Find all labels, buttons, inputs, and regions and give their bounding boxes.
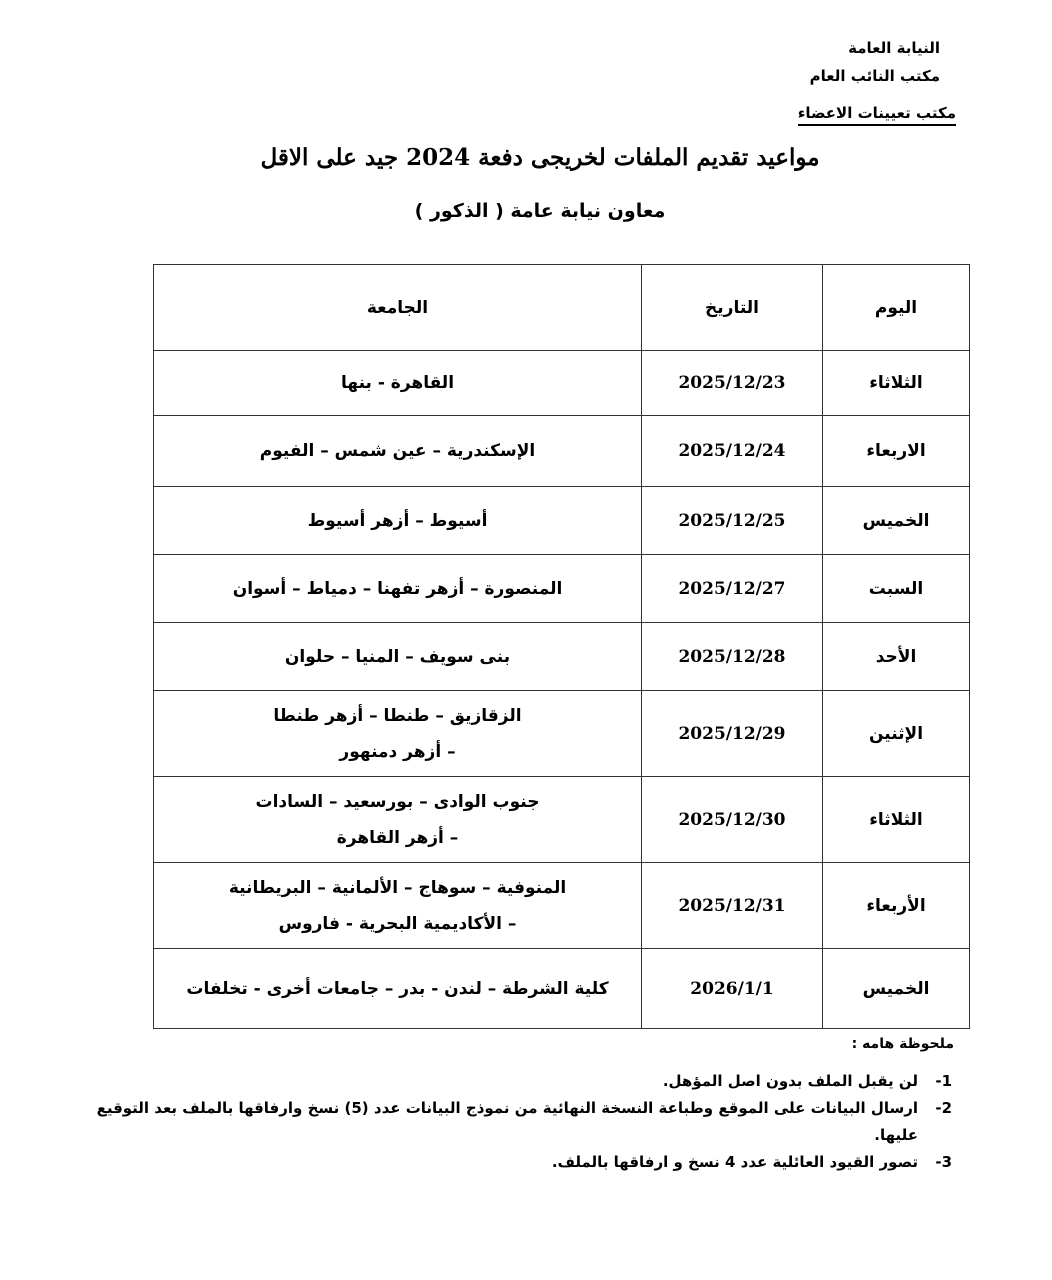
notes-heading: ملحوظة هامه : — [851, 1036, 954, 1052]
university-cell — [154, 555, 642, 623]
table-row — [154, 555, 970, 623]
note-number: 2- — [935, 1099, 952, 1117]
date-cell: 2025/12/24 — [642, 416, 823, 487]
university-line: – أزهر القاهرة — [336, 827, 459, 848]
table-row — [154, 351, 970, 416]
table-row — [154, 691, 970, 777]
university-line: كلية الشرطة – لندن - بدر – جامعات أخرى - تخلفات — [186, 978, 609, 999]
day-cell: الأربعاء — [823, 863, 970, 949]
table-row — [154, 416, 970, 487]
note-item — [82, 1095, 952, 1149]
day-cell: الثلاثاء — [823, 351, 970, 416]
university-line: القاهرة - بنها — [340, 373, 455, 393]
university-line: بنى سويف – المنيا – حلوان — [284, 646, 511, 667]
note-item — [82, 1068, 952, 1095]
university-line: – الأكاديمية البحرية - فاروس — [278, 913, 517, 934]
university-line: – أزهر دمنهور — [339, 741, 456, 762]
table-row — [154, 863, 970, 949]
header-date: التاريخ — [642, 265, 823, 351]
university-line: الزقازيق – طنطا – أزهر طنطا — [273, 705, 522, 726]
university-cell — [154, 863, 642, 949]
day-cell: الخميس — [823, 487, 970, 555]
university-line: المنوفية – سوهاج – الألمانية – البريطانية — [228, 877, 567, 898]
day-cell: الاربعاء — [823, 416, 970, 487]
university-cell — [154, 691, 642, 777]
note-text: تصور القيود العائلية عدد 4 نسخ و ارفاقها بالملف. — [551, 1153, 918, 1171]
header-day: اليوم — [823, 265, 970, 351]
date-cell: 2025/12/25 — [642, 487, 823, 555]
document-header — [810, 34, 940, 90]
org-name: النيابة العامة — [848, 39, 940, 57]
university-line: أسيوط – أزهر أسيوط — [307, 510, 488, 531]
note-text: ارسال البيانات على الموقع وطباعة النسخة النهائية من نموذج البيانات عدد (5) نسخ وارفاقها بالملف بعد التوقيع عليها. — [96, 1099, 918, 1144]
university-cell — [154, 777, 642, 863]
university-cell — [154, 416, 642, 487]
table-row — [154, 949, 970, 1029]
table-header-row — [154, 265, 970, 351]
university-line: المنصورة – أزهر تفهنا – دمياط – أسوان — [232, 578, 563, 599]
note-text: لن يقبل الملف بدون اصل المؤهل. — [662, 1072, 918, 1090]
office-name: مكتب النائب العام — [809, 67, 940, 85]
date-cell: 2025/12/28 — [642, 623, 823, 691]
date-cell: 2026/1/1 — [642, 949, 823, 1029]
date-cell: 2025/12/30 — [642, 777, 823, 863]
date-cell: 2025/12/31 — [642, 863, 823, 949]
table-row — [154, 623, 970, 691]
note-number: 1- — [935, 1072, 952, 1090]
table-row — [154, 777, 970, 863]
schedule-table — [153, 264, 970, 1029]
day-cell: الثلاثاء — [823, 777, 970, 863]
note-number: 3- — [935, 1153, 952, 1171]
notes-list — [82, 1068, 952, 1176]
date-cell: 2025/12/27 — [642, 555, 823, 623]
table-row — [154, 487, 970, 555]
university-cell — [154, 351, 642, 416]
day-cell: الإثنين — [823, 691, 970, 777]
header-university: الجامعة — [154, 265, 642, 351]
university-cell — [154, 623, 642, 691]
date-cell: 2025/12/29 — [642, 691, 823, 777]
day-cell: الخميس — [823, 949, 970, 1029]
page-subtitle: معاون نيابة عامة ( الذكور ) — [414, 200, 666, 222]
date-cell: 2025/12/23 — [642, 351, 823, 416]
day-cell: الأحد — [823, 623, 970, 691]
university-cell — [154, 949, 642, 1029]
department-name: مكتب تعيينات الاعضاء — [798, 104, 956, 126]
university-line: الإسكندرية – عين شمس – الفيوم — [259, 441, 536, 461]
page-title: مواعيد تقديم الملفات لخريجى دفعة 2024 جيد على الاقل — [260, 144, 820, 171]
day-cell: السبت — [823, 555, 970, 623]
university-cell — [154, 487, 642, 555]
note-item — [82, 1149, 952, 1176]
university-line: جنوب الوادى – بورسعيد – السادات — [255, 791, 540, 812]
